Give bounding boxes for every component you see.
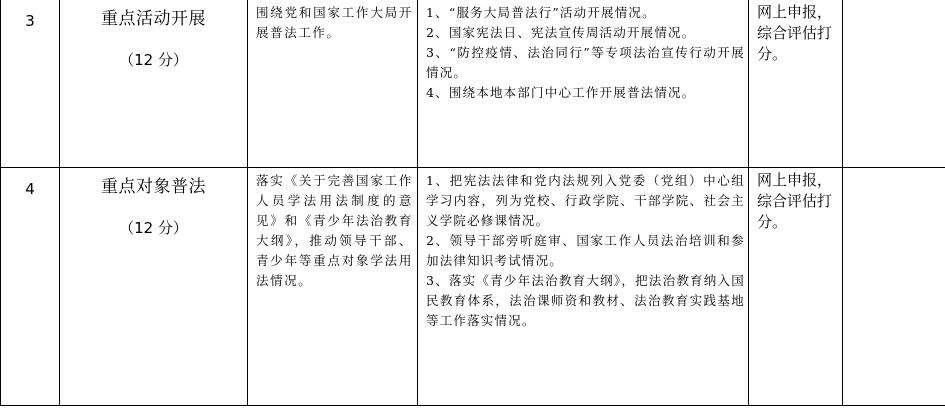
item-score: （12 分）: [119, 51, 188, 69]
method-cell: 网上申报，综合评估打分。: [749, 0, 843, 168]
method-cell: 网上申报，综合评估打分。: [749, 168, 843, 406]
detail-line: 3、“防控疫情、法治同行”等专项法治宣传行动开展情况。: [426, 45, 745, 80]
detail-line: 1、把宪法法律和党内法规列入党委（党组）中心组学习内容，列为党校、行政学院、干部学院、社会主义学院必修课情况。: [426, 173, 745, 228]
row-number: 4: [1, 168, 60, 406]
detail-cell: [418, 0, 749, 168]
table-row: [1, 0, 945, 168]
row-number: 3: [1, 0, 60, 168]
detail-line: 2、国家宪法日、宪法宣传周活动开展情况。: [426, 25, 696, 40]
detail-line: 4、围绕本地本部门中心工作开展普法情况。: [426, 85, 696, 100]
item-name: 重点活动开展: [101, 9, 206, 29]
content-cell: 落实《关于完善国家工作人员学法用法制度的意见》和《青少年法治教育大纲》，推动领导干部、青少年等重点对象学法用法情况。: [248, 168, 418, 406]
detail-line: 3、落实《青少年法治教育大纲》，把法治教育纳入国民教育体系，法治课师资和教材、法治教育实践基地等工作落实情况。: [426, 273, 745, 328]
content-cell: 围绕党和国家工作大局开展普法工作。: [248, 0, 418, 168]
remark-cell: [843, 0, 945, 168]
remark-cell: [843, 168, 945, 406]
item-name: 重点对象普法: [101, 177, 206, 197]
detail-line: 2、领导干部旁听庭审、国家工作人员法治培训和参加法律知识考试情况。: [426, 233, 745, 268]
item-cell: [60, 168, 248, 406]
item-cell: [60, 0, 248, 168]
table-row: [1, 168, 945, 406]
detail-cell: [418, 168, 749, 406]
item-score: （12 分）: [119, 219, 188, 237]
detail-line: 1、“服务大局普法行”活动开展情况。: [426, 5, 656, 20]
